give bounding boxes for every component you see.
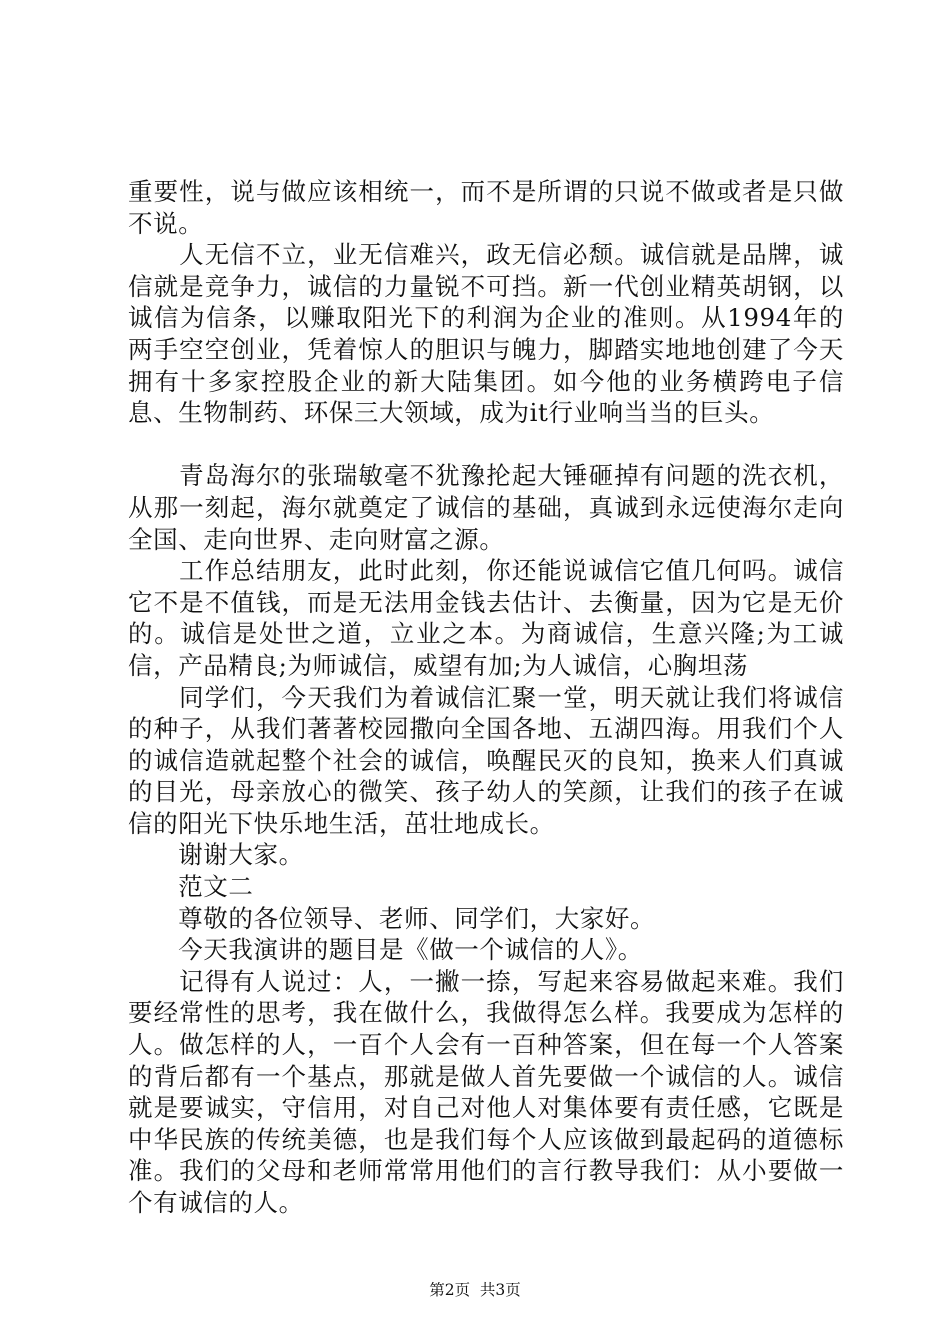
paragraph-haier: 青岛海尔的张瑞敏毫不犹豫抡起大锤砸掉有问题的洗衣机，从那一刻起，海尔就奠定了诚信的基础，真诚到永远使海尔走向全国、走向世界、走向财富之源。 xyxy=(128,461,844,554)
document-body xyxy=(128,176,844,1219)
paragraph-be-honest-person: 记得有人说过：人，一撇一捺，写起来容易做起来难。我们要经常性的思考，我在做什么，我做得怎么样。我要成为怎样的人。做怎样的人，一百个人会有一百种答案，但在每一个人答案的背后都有一个基点，那就是做人首先要做一个诚信的人。诚信就是要诚实，守信用，对自己对他人对集体要有责任感，它既是中华民族的传统美德，也是我们每个人应该做到最起码的道德标准。我们的父母和老师常常用他们的言行教导我们：从小要做一个有诚信的人。 xyxy=(128,966,844,1217)
page-number-footer: 第2页 共3页 xyxy=(429,1281,521,1299)
section-title-sample-two: 范文二 xyxy=(128,872,254,902)
paragraph-continuation: 重要性，说与做应该相统一，而不是所谓的只说不做或者是只做不说。 xyxy=(128,177,844,238)
paragraph-classmates: 同学们，今天我们为着诚信汇聚一堂，明天就让我们将诚信的种子，从我们著著校园撒向全国各地、五湖四海。用我们个人的诚信造就起整个社会的诚信，唤醒民灭的良知，换来人们真诚的目光，母亲放心的微笑、孩子幼人的笑颜，让我们的孩子在诚信的阳光下快乐地生活，茁壮地成长。 xyxy=(128,682,844,838)
paragraph-thanks: 谢谢大家。 xyxy=(128,840,304,870)
paragraph-speech-topic: 今天我演讲的题目是《做一个诚信的人》。 xyxy=(128,935,643,965)
paragraph-value-of-integrity: 工作总结朋友，此时此刻，你还能说诚信它值几何吗。诚信它不是不值钱，而是无法用金钱去估计、去衡量，因为它是无价的。诚信是处世之道，立业之本。为商诚信，生意兴隆;为工诚信，产品精良;为师诚信，威望有加;为人诚信，心胸坦荡 xyxy=(128,556,844,680)
paragraph-greeting: 尊敬的各位领导、老师、同学们，大家好。 xyxy=(128,903,656,933)
paragraph-gap xyxy=(128,429,844,461)
paragraph-new-continent-group: 人无信不立，业无信难兴，政无信必颓。诚信就是品牌，诚信就是竞争力，诚信的力量锐不可挡。新一代创业精英胡钢，以诚信为信条，以赚取阳光下的利润为企业的准则。从1994年的两手空空创业，凭着惊人的胆识与魄力，脚踏实地地创建了今天拥有十多家控股企业的新大陆集团。如今他的业务横跨电子信息、生物制药、环保三大领域，成为it行业响当当的巨头。 xyxy=(128,240,844,428)
